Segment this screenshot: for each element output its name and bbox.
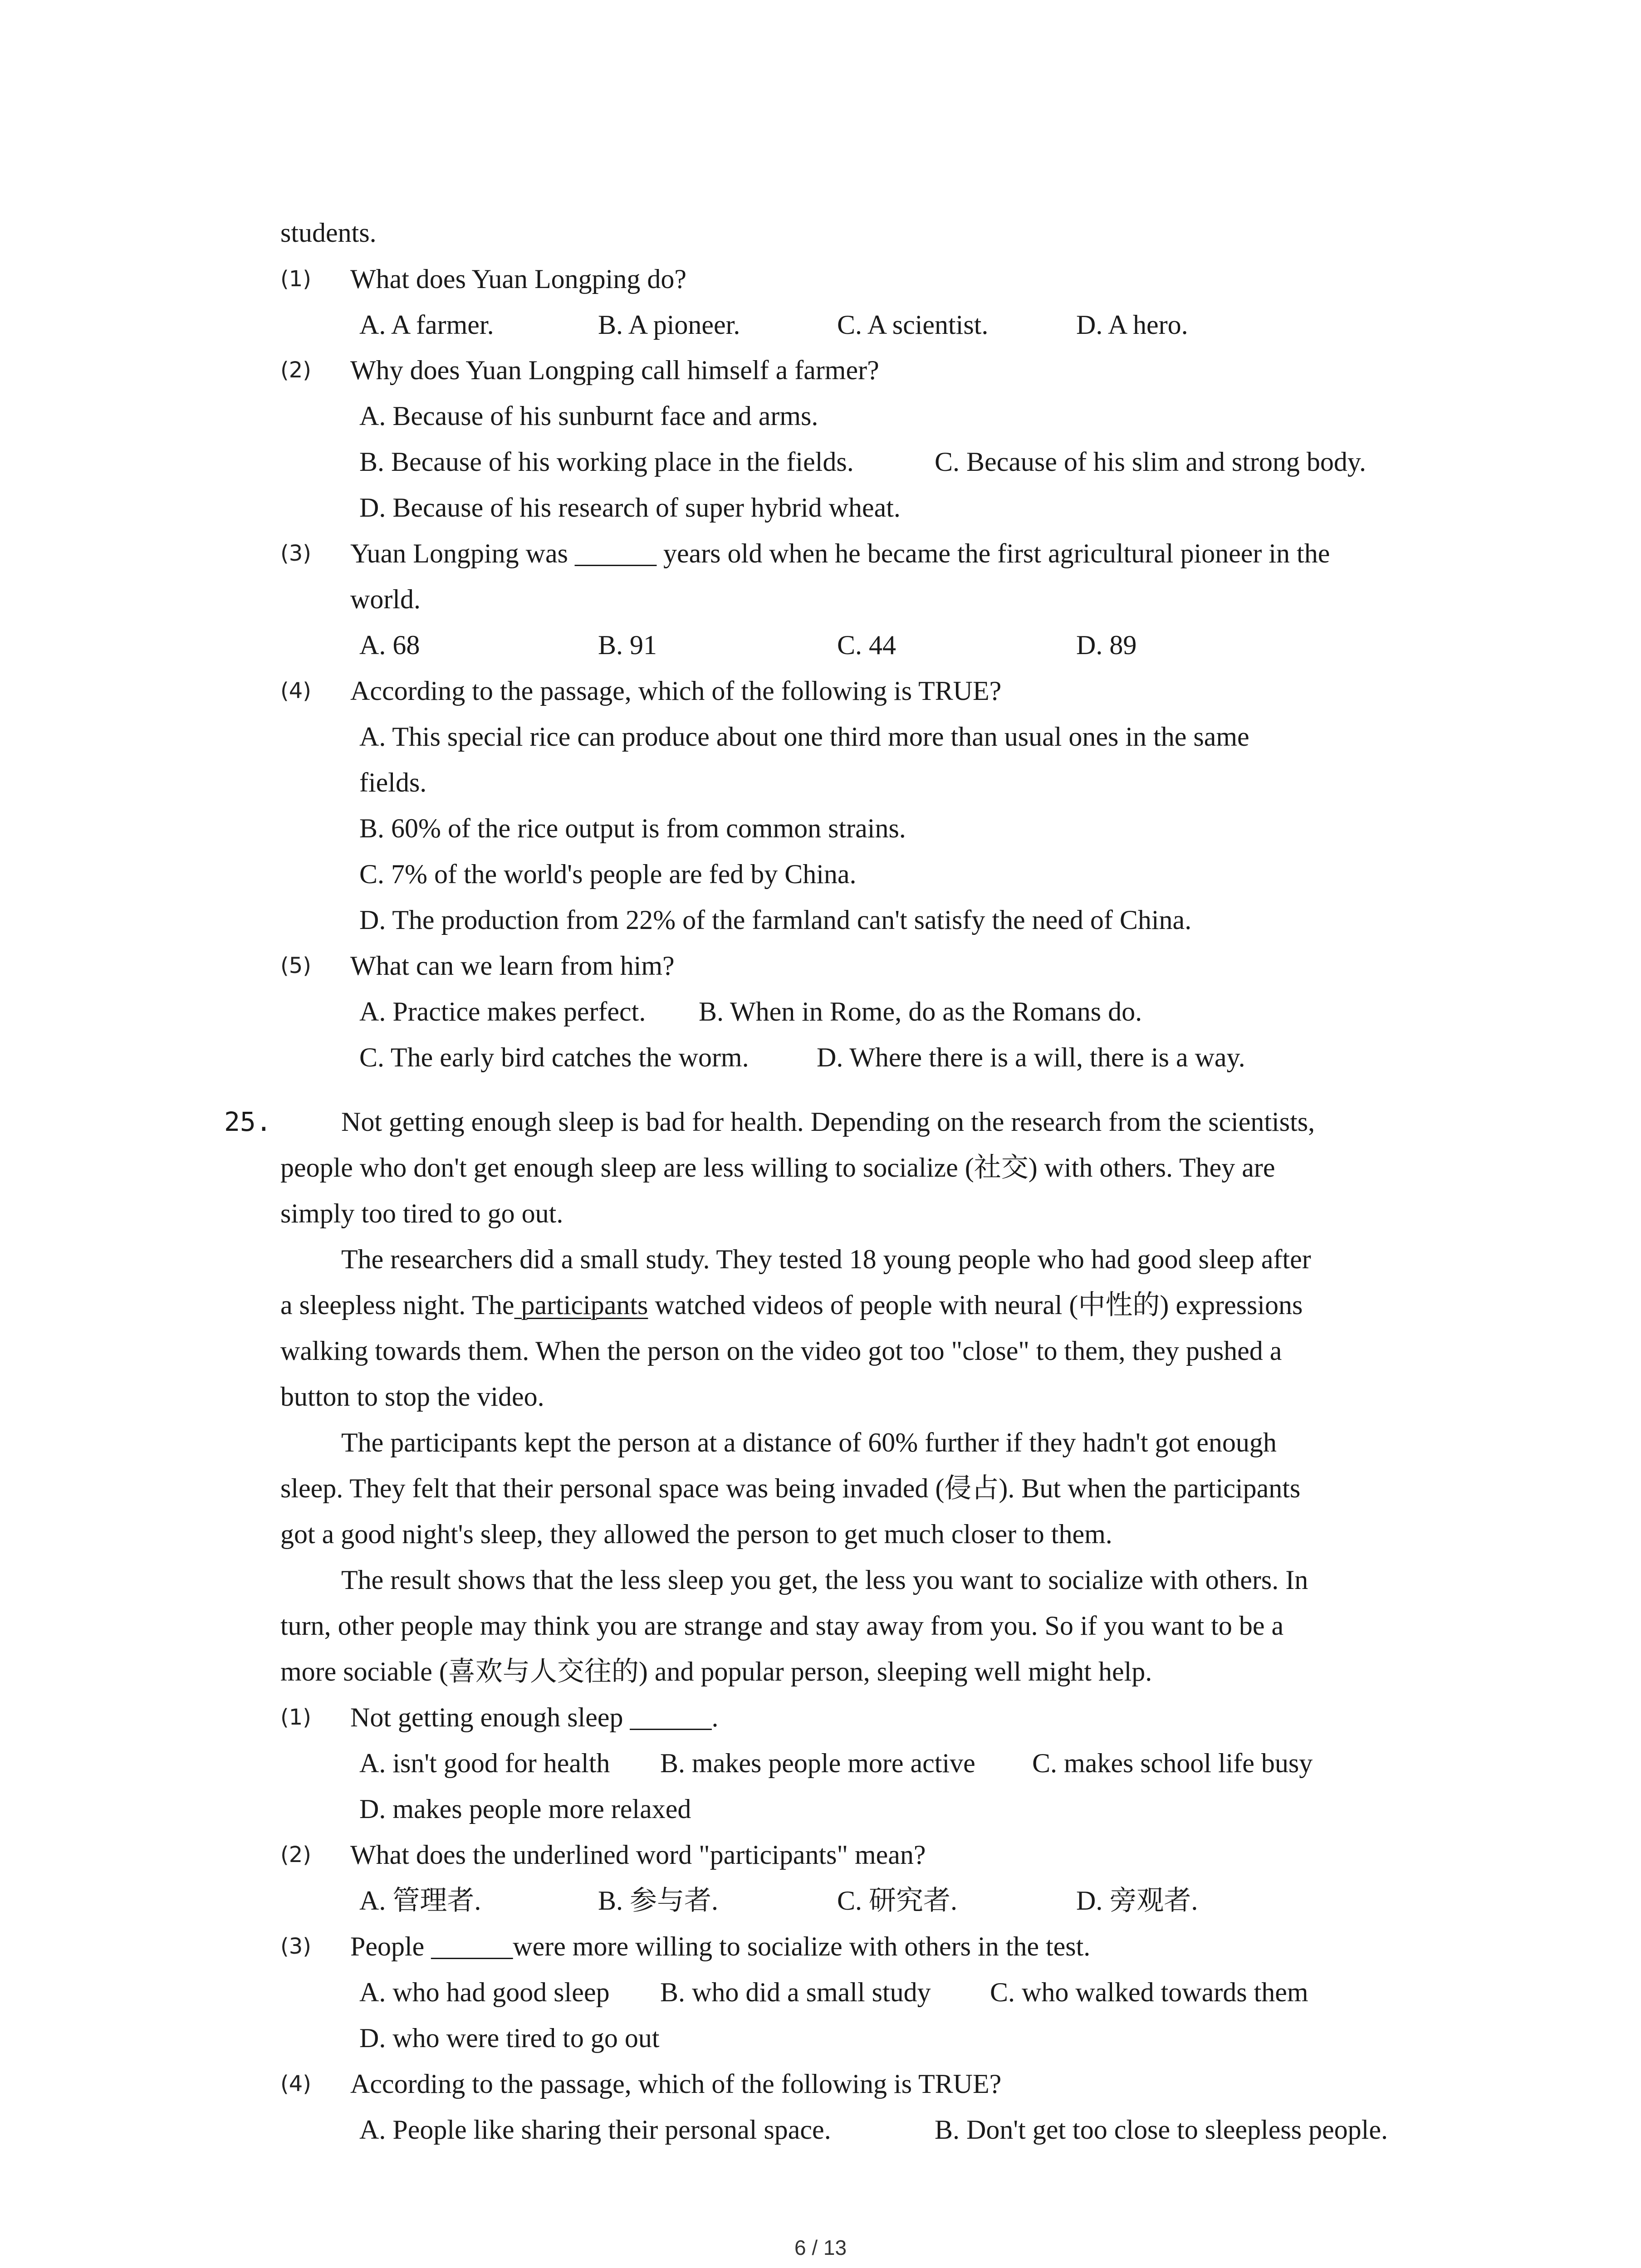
question-stem: What does Yuan Longping do?	[350, 264, 686, 294]
option-d: D. 89	[1076, 630, 1137, 660]
option-a: A. isn't good for health	[359, 1748, 610, 1778]
question-number-25: 25.	[224, 1106, 272, 1137]
question-number: (4)	[280, 678, 311, 704]
option-c: C. 研究者.	[837, 1886, 958, 1916]
question-stem: Not getting enough sleep ______.	[350, 1702, 719, 1732]
option-c: C. The early bird catches the worm.	[359, 1042, 749, 1072]
question-number: (3)	[280, 1934, 311, 1959]
question-number: (2)	[280, 357, 311, 383]
passage-line: The researchers did a small study. They tested 18 young people who had good sleep after	[341, 1244, 1311, 1274]
option-a: A. This special rice can produce about one third more than usual ones in the same	[359, 722, 1249, 752]
option-a: A. 管理者.	[359, 1886, 481, 1916]
question-stem-continued: world.	[350, 584, 421, 614]
option-a-continued: fields.	[359, 767, 427, 797]
passage-line: simply too tired to go out.	[280, 1198, 563, 1228]
passage-line	[280, 1289, 1303, 1321]
option-b: B. Don't get too close to sleepless people.	[935, 2115, 1388, 2145]
passage-line: people who don't get enough sleep are less willing to socialize (社交) with others. They are	[280, 1153, 1275, 1183]
passage-text: a sleepless night. The	[280, 1290, 514, 1320]
option-d: D. Because of his research of super hybrid wheat.	[359, 493, 901, 523]
option-a: A. A farmer.	[359, 310, 494, 340]
question-number: (1)	[280, 1705, 311, 1730]
passage-line: Not getting enough sleep is bad for health. Depending on the research from the scientists,	[341, 1107, 1315, 1137]
option-d: D. who were tired to go out	[359, 2023, 660, 2053]
option-c: C. A scientist.	[837, 310, 989, 340]
passage-line: got a good night's sleep, they allowed the person to get much closer to them.	[280, 1519, 1112, 1549]
question-stem: What can we learn from him?	[350, 951, 675, 981]
option-a: A. Practice makes perfect.	[359, 997, 646, 1026]
option-c: C. makes school life busy	[1032, 1748, 1313, 1778]
question-stem: Why does Yuan Longping call himself a farmer?	[350, 355, 879, 385]
question-number: (2)	[280, 1842, 311, 1867]
question-number: (3)	[280, 541, 311, 566]
question-number: (5)	[280, 953, 311, 978]
option-a: A. who had good sleep	[359, 1977, 610, 2007]
question-stem: People ______were more willing to socialize with others in the test.	[350, 1931, 1091, 1961]
page-number: 6 / 13	[794, 2236, 847, 2259]
question-number: (1)	[280, 266, 311, 292]
question-number: (4)	[280, 2071, 311, 2097]
option-c: C. 44	[837, 630, 896, 660]
option-d: D. The production from 22% of the farmland can't satisfy the need of China.	[359, 905, 1192, 935]
option-a: A. 68	[359, 630, 420, 660]
question-stem: Yuan Longping was ______ years old when he became the first agricultural pioneer in the	[350, 538, 1330, 568]
passage-line: more sociable (喜欢与人交往的) and popular person, sleeping well might help.	[280, 1657, 1152, 1686]
passage-line: button to stop the video.	[280, 1382, 544, 1412]
option-b: B. 60% of the rice output is from common strains.	[359, 813, 906, 843]
option-b: B. 91	[598, 630, 657, 660]
passage-line: sleep. They felt that their personal space was being invaded (侵占). But when the participants	[280, 1473, 1301, 1503]
option-d: D. A hero.	[1076, 310, 1188, 340]
passage-line: turn, other people may think you are strange and stay away from you. So if you want to be a	[280, 1611, 1284, 1641]
option-a: A. People like sharing their personal space.	[359, 2115, 831, 2145]
passage-text: watched videos of people with neural (中性的) expressions	[648, 1290, 1303, 1320]
passage-line: The result shows that the less sleep you get, the less you want to socialize with others. In	[341, 1565, 1308, 1595]
option-b: B. Because of his working place in the fields.	[359, 447, 854, 477]
option-a: A. Because of his sunburnt face and arms.	[359, 401, 818, 431]
option-d: D. makes people more relaxed	[359, 1794, 691, 1824]
question-stem: According to the passage, which of the following is TRUE?	[350, 2069, 1002, 2099]
option-b: B. who did a small study	[660, 1977, 931, 2007]
option-c: C. 7% of the world's people are fed by China.	[359, 859, 857, 889]
question-stem: According to the passage, which of the following is TRUE?	[350, 676, 1002, 706]
passage-line: walking towards them. When the person on the video got too "close" to them, they pushed a	[280, 1336, 1282, 1366]
passage-line: The participants kept the person at a distance of 60% further if they hadn't got enough	[341, 1427, 1277, 1457]
option-d: D. Where there is a will, there is a way.	[817, 1042, 1245, 1072]
option-b: B. When in Rome, do as the Romans do.	[699, 997, 1142, 1026]
underlined-word-participants: participants	[514, 1290, 648, 1320]
option-b: B. A pioneer.	[598, 310, 740, 340]
passage-continuation: students.	[280, 218, 377, 248]
option-c: C. who walked towards them	[990, 1977, 1308, 2007]
option-b: B. 参与者.	[598, 1886, 719, 1916]
option-d: D. 旁观者.	[1076, 1886, 1198, 1916]
option-c: C. Because of his slim and strong body.	[935, 447, 1367, 477]
option-b: B. makes people more active	[660, 1748, 975, 1778]
question-stem: What does the underlined word "participants" mean?	[350, 1840, 926, 1870]
